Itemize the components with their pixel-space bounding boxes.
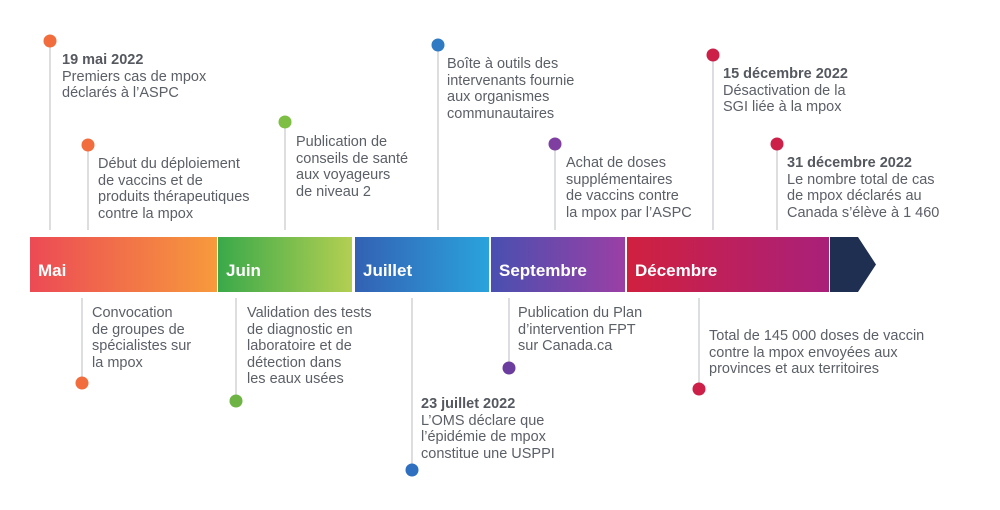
- event-dot: [707, 49, 720, 62]
- event-vaccine-rollout: [98, 156, 250, 222]
- event-dot: [76, 377, 89, 390]
- event-extra-doses: [566, 155, 692, 221]
- event-desc: Le nombre total de cas de mpox déclarés au Canada s’élève à 1 460: [787, 171, 940, 221]
- event-dec-31: [787, 155, 939, 221]
- event-desc: Achat de doses supplémentaires de vaccins contre la mpox par l’ASPC: [566, 155, 692, 221]
- event-dot: [693, 383, 706, 396]
- event-desc: Désactivation de la SGI liée à la mpox: [723, 82, 846, 115]
- event-date: 23 juillet 2022: [421, 396, 516, 412]
- event-desc: Validation des tests de diagnostic en laboratoire et de détection dans les eaux usées: [247, 305, 372, 387]
- event-desc: Convocation de groupes de spécialistes sur la mpox: [92, 305, 192, 371]
- event-toolkit: [447, 56, 574, 122]
- event-desc: Total de 145 000 doses de vaccin contre la mpox envoyées aux provinces et aux territoires: [709, 328, 925, 377]
- month-label: Mai: [38, 261, 67, 280]
- event-date: 15 décembre 2022: [723, 66, 848, 82]
- event-date: 31 décembre 2022: [787, 155, 912, 171]
- event-doses-shipped: [709, 328, 924, 378]
- event-diagnostic-tests: [247, 305, 372, 388]
- event-dot: [406, 464, 419, 477]
- event-dot: [230, 395, 243, 408]
- event-dot: [549, 138, 562, 151]
- event-fpt-plan: [518, 305, 642, 355]
- event-dot: [44, 35, 57, 48]
- event-desc: Boîte à outils des intervenants fournie aux organismes communautaires: [447, 56, 575, 122]
- event-travel-advice: [296, 134, 408, 200]
- event-dot: [503, 362, 516, 375]
- timeline-arrow-head: [830, 237, 876, 292]
- month-label: Septembre: [499, 261, 587, 280]
- event-desc: Premiers cas de mpox déclarés à l’ASPC: [62, 68, 207, 101]
- event-desc: Publication de conseils de santé aux voyageurs de niveau 2: [296, 134, 409, 200]
- event-jul-23: [421, 396, 555, 462]
- event-dot: [771, 138, 784, 151]
- month-label: Décembre: [635, 261, 718, 280]
- event-dot: [279, 116, 292, 129]
- event-date: 19 mai 2022: [62, 52, 144, 68]
- event-may-19: [62, 52, 206, 102]
- event-desc: Début du déploiement de vaccins et de produits thérapeutiques contre la mpox: [98, 156, 250, 222]
- event-dec-15: [723, 66, 848, 116]
- event-desc: Publication du Plan d’intervention FPT sur Canada.ca: [518, 305, 643, 354]
- month-label: Juillet: [363, 261, 413, 280]
- month-label: Juin: [226, 261, 261, 280]
- event-desc: L’OMS déclare que l’épidémie de mpox constitue une USPPI: [421, 412, 555, 462]
- event-experts: [92, 305, 191, 371]
- event-dot: [82, 139, 95, 152]
- event-dot: [432, 39, 445, 52]
